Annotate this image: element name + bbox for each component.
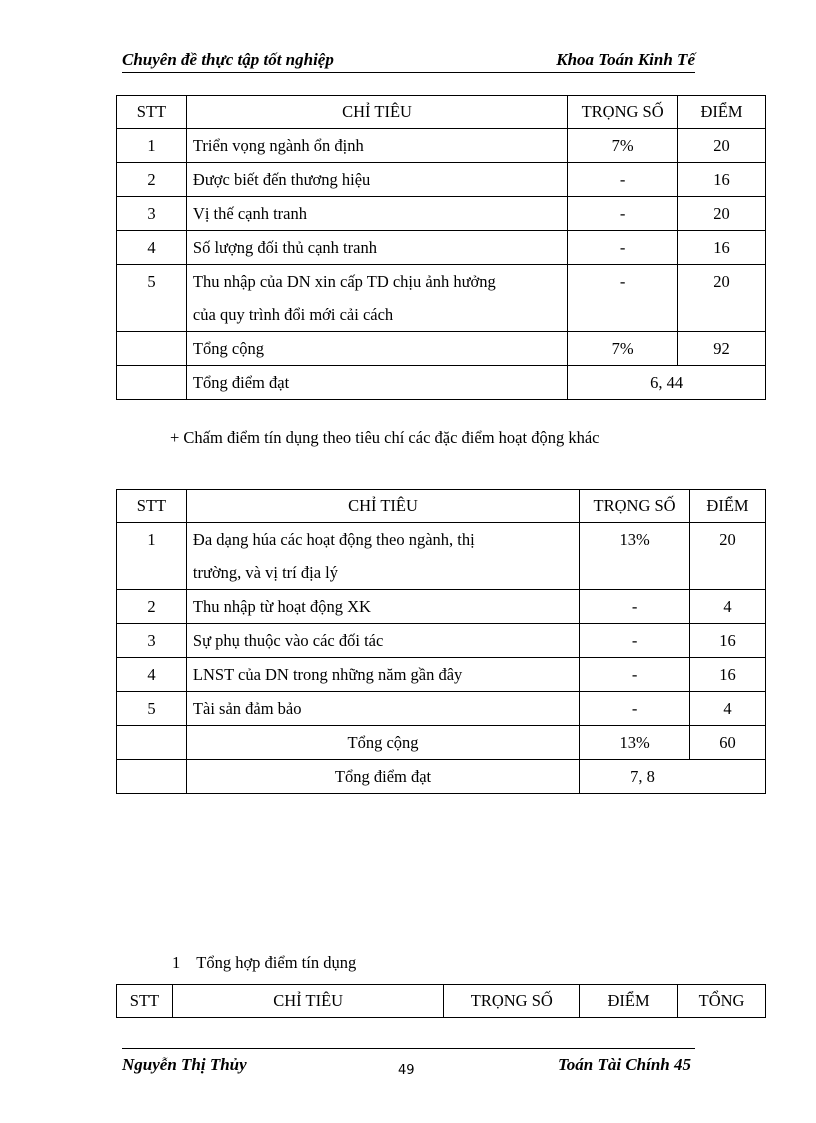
page-number: 49 xyxy=(398,1063,415,1078)
table-row xyxy=(117,163,766,197)
footer-class: Toán Tài Chính 45 xyxy=(557,1055,691,1074)
header-diem: ĐIỂM xyxy=(580,985,678,1018)
cell-trong-so: - xyxy=(580,624,690,658)
cell-chi-tieu: Vị thế cạnh tranh xyxy=(186,197,567,231)
cell-trong-so: - xyxy=(580,692,690,726)
table-row xyxy=(117,624,766,658)
cell-empty xyxy=(117,332,187,366)
header-trong-so: TRỌNG SỐ xyxy=(568,96,678,129)
header-trong-so: TRỌNG SỐ xyxy=(580,490,690,523)
cell-stt: 3 xyxy=(117,624,187,658)
cell-stt: 4 xyxy=(117,658,187,692)
table-achieved-row xyxy=(117,366,766,400)
table-total-row xyxy=(117,332,766,366)
cell-chi-tieu: Tài sản đảm bảo xyxy=(186,692,579,726)
cell-diem: 20 xyxy=(678,129,766,163)
achieved-label: Tổng điểm đạt xyxy=(186,760,579,794)
cell-trong-so: - xyxy=(568,197,678,231)
cell-line: Đa dạng húa các hoạt động theo ngành, thị xyxy=(192,530,475,549)
total-label: Tổng cộng xyxy=(186,726,579,760)
header-title: Chuyên đề thực tập tốt nghiệp xyxy=(122,50,334,69)
total-trong-so: 13% xyxy=(580,726,690,760)
cell-diem: 16 xyxy=(690,658,766,692)
cell-stt: 2 xyxy=(117,163,187,197)
cell-diem: 16 xyxy=(690,624,766,658)
header-diem: ĐIỂM xyxy=(690,490,766,523)
achieved-value: 6, 44 xyxy=(568,366,766,400)
cell-chi-tieu: Sự phụ thuộc vào các đối tác xyxy=(186,624,579,658)
criteria-table-1 xyxy=(116,95,766,400)
cell-line: Thu nhập của DN xin cấp TD chịu ảnh hưởng xyxy=(192,272,496,291)
cell-trong-so: - xyxy=(568,265,678,332)
page-header xyxy=(122,50,695,73)
header-stt: STT xyxy=(117,96,187,129)
section-number: 1 xyxy=(172,953,181,972)
footer-author: Nguyễn Thị Thủy xyxy=(122,1055,247,1074)
cell-stt: 2 xyxy=(117,590,187,624)
cell-diem: 16 xyxy=(678,231,766,265)
table-header-row xyxy=(117,985,766,1018)
cell-stt: 5 xyxy=(117,692,187,726)
summary-table xyxy=(116,984,766,1018)
header-stt: STT xyxy=(117,490,187,523)
section-title: Tổng hợp điểm tín dụng xyxy=(196,953,357,972)
header-stt: STT xyxy=(117,985,173,1018)
cell-stt: 3 xyxy=(117,197,187,231)
achieved-value: 7, 8 xyxy=(580,760,766,794)
table-header-row xyxy=(117,96,766,129)
cell-trong-so: 7% xyxy=(568,129,678,163)
header-chi-tieu: CHỈ TIÊU xyxy=(186,96,567,129)
cell-line: của quy trình đổi mới cải cách xyxy=(192,305,394,324)
table-row xyxy=(117,590,766,624)
table-achieved-row xyxy=(117,760,766,794)
table-row xyxy=(117,265,766,332)
cell-trong-so: - xyxy=(568,231,678,265)
table-row xyxy=(117,658,766,692)
table-header-row xyxy=(117,490,766,523)
table-total-row xyxy=(117,726,766,760)
total-diem: 60 xyxy=(690,726,766,760)
cell-diem: 4 xyxy=(690,692,766,726)
header-chi-tieu: CHỈ TIÊU xyxy=(186,490,579,523)
section-paragraph: + Chấm điểm tín dụng theo tiêu chí các đặc điểm hoạt động khác xyxy=(170,428,600,447)
achieved-label: Tổng điểm đạt xyxy=(186,366,567,400)
header-diem: ĐIỂM xyxy=(678,96,766,129)
cell-chi-tieu: Triển vọng ngành ổn định xyxy=(186,129,567,163)
cell-line: trường, và vị trí địa lý xyxy=(192,563,338,582)
section-heading xyxy=(172,953,356,973)
cell-trong-so: - xyxy=(568,163,678,197)
cell-diem: 4 xyxy=(690,590,766,624)
table-row xyxy=(117,692,766,726)
cell-trong-so: - xyxy=(580,658,690,692)
cell-stt: 4 xyxy=(117,231,187,265)
cell-empty xyxy=(117,366,187,400)
cell-chi-tieu: Số lượng đối thủ cạnh tranh xyxy=(186,231,567,265)
cell-trong-so: - xyxy=(580,590,690,624)
cell-stt: 1 xyxy=(117,523,187,590)
total-trong-so: 7% xyxy=(568,332,678,366)
cell-chi-tieu: LNST của DN trong những năm gần đây xyxy=(186,658,579,692)
cell-trong-so: 13% xyxy=(580,523,690,590)
header-department: Khoa Toán Kinh Tế xyxy=(556,50,695,69)
cell-diem: 20 xyxy=(690,523,766,590)
cell-stt: 5 xyxy=(117,265,187,332)
header-tong: TỔNG xyxy=(678,985,766,1018)
cell-chi-tieu xyxy=(186,265,567,332)
table-row xyxy=(117,523,766,590)
header-chi-tieu: CHỈ TIÊU xyxy=(172,985,443,1018)
cell-stt: 1 xyxy=(117,129,187,163)
page-footer xyxy=(122,1048,695,1079)
cell-chi-tieu xyxy=(186,523,579,590)
total-diem: 92 xyxy=(678,332,766,366)
cell-empty xyxy=(117,760,187,794)
total-label: Tổng cộng xyxy=(186,332,567,366)
cell-diem: 16 xyxy=(678,163,766,197)
header-trong-so: TRỌNG SỐ xyxy=(444,985,580,1018)
cell-empty xyxy=(117,726,187,760)
table-row xyxy=(117,231,766,265)
table-row xyxy=(117,129,766,163)
criteria-table-2 xyxy=(116,489,766,794)
cell-chi-tieu: Thu nhập từ hoạt động XK xyxy=(186,590,579,624)
cell-diem: 20 xyxy=(678,265,766,332)
table-row xyxy=(117,197,766,231)
cell-chi-tieu: Được biết đến thương hiệu xyxy=(186,163,567,197)
cell-diem: 20 xyxy=(678,197,766,231)
